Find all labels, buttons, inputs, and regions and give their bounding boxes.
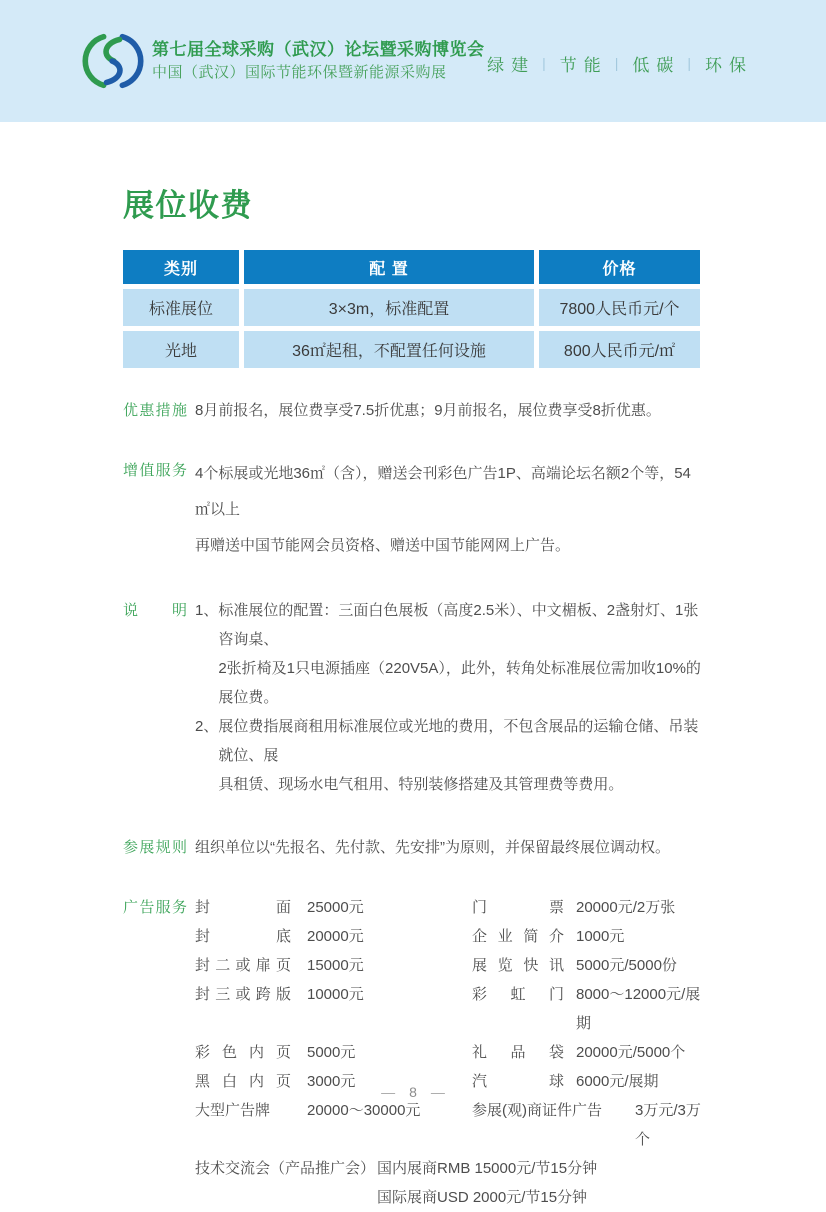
- ad-item-price: 20000～30000元: [307, 1102, 421, 1119]
- ad-item-price: 8000～12000元/展期: [576, 986, 701, 1032]
- footer-dash: —: [381, 1084, 396, 1100]
- ad-item-label: 彩色内页: [195, 1044, 291, 1061]
- section-ads: [123, 893, 705, 1212]
- fee-row-price: 7800人民币元/个: [539, 289, 700, 326]
- fee-table: [123, 250, 705, 368]
- note-item: [195, 712, 705, 799]
- ad-item-label: 门票: [472, 899, 564, 916]
- ad-item-price: 25000元: [307, 899, 364, 916]
- note-number: 2、: [195, 718, 219, 735]
- text-line: 标准展位的配置：三面白色展板（高度2.5米）、中文楣板、2盏射灯、1张咨询桌、: [218, 602, 699, 648]
- tag-eco: 环保: [705, 55, 753, 75]
- ad-item-label: 技术交流会（产品推广会）: [195, 1160, 376, 1177]
- ad-price-row: [195, 980, 705, 1038]
- fee-row-config: 3×3m，标准配置: [244, 289, 534, 326]
- section-notes: [123, 596, 705, 799]
- section-rules: [123, 833, 705, 863]
- ads-price-list: [195, 893, 705, 1212]
- expo-logo-icon: [85, 32, 141, 90]
- ad-price-row-tech: [195, 1183, 705, 1212]
- note-text: [218, 712, 705, 799]
- fee-table-header-config: 配 置: [244, 250, 534, 284]
- page-footer: [0, 1084, 826, 1100]
- section-label: 优惠措施: [123, 402, 187, 419]
- note-item: [195, 596, 705, 712]
- section-label: 广告服务: [123, 899, 187, 916]
- ad-item-price: 国际展商USD 2000元/节15分钟: [377, 1189, 588, 1206]
- note-text: [218, 596, 705, 712]
- ad-price-row: [195, 922, 705, 951]
- text-line: 4个标展或光地36㎡（含），赠送会刊彩色广告1P、高端论坛名额2个等，54㎡以上: [195, 465, 691, 518]
- ad-item-label: 企业简介: [472, 928, 564, 945]
- ad-item-price: 国内展商RMB 15000元/节15分钟: [377, 1160, 598, 1177]
- ad-price-row-tech: [195, 1154, 705, 1183]
- section-label: 参展规则: [123, 839, 187, 856]
- ad-item-label: 展览快讯: [472, 957, 564, 974]
- ad-price-row-badge: [472, 1096, 705, 1154]
- tag-separator: |: [687, 55, 691, 71]
- ad-item-label: 封底: [195, 928, 291, 945]
- page-title: 展位收费: [123, 188, 253, 223]
- tag-separator: |: [614, 55, 619, 71]
- ad-item-price: 5000元: [307, 1044, 356, 1061]
- section-discount: [123, 396, 705, 426]
- section-label: 说明: [123, 602, 187, 619]
- text-line: 2张折椅及1只电源插座（220V5A），此外，转角处标准展位需加收10%的展位费。: [218, 660, 701, 706]
- ad-item-label: 大型广告牌: [195, 1102, 271, 1119]
- section-text: 8月前报名，展位费享受7.5折优惠；9月前报名，展位费享受8折优惠。: [195, 402, 661, 419]
- page-header: [0, 0, 826, 122]
- brand-text: [152, 38, 485, 84]
- fee-table-header-type: 类别: [123, 250, 239, 284]
- expo-subtitle: 中国（武汉）国际节能环保暨新能源采购展: [152, 64, 447, 81]
- ad-item-price: 20000元/2万张: [576, 899, 676, 916]
- main-content: [0, 186, 826, 1212]
- ad-item-label: 礼品袋: [472, 1044, 564, 1061]
- section-text: 组织单位以“先报名、先付款、先安排”为原则，并保留最终展位调动权。: [195, 839, 670, 856]
- header-tags: [487, 51, 753, 76]
- footer-dash: —: [430, 1084, 445, 1100]
- ad-item-label: 封面: [195, 899, 291, 916]
- section-text: [195, 456, 705, 564]
- ad-item-price: 5000元/5000份: [576, 957, 677, 974]
- ad-item-price: 6000元/展期: [576, 1073, 659, 1090]
- section-label: 增值服务: [123, 462, 187, 479]
- ad-item-price: 15000元: [307, 957, 364, 974]
- ad-item-price: 3000元: [307, 1073, 356, 1090]
- text-line: 再赠送中国节能网会员资格、赠送中国节能网网上广告。: [195, 537, 571, 554]
- ad-item-label: 封三或跨版: [195, 986, 291, 1003]
- tag-separator: |: [542, 55, 546, 71]
- tag-green-building: 绿建: [487, 55, 536, 75]
- ad-item-label: 黑白内页: [195, 1073, 291, 1090]
- ad-item-price: 3万元/3万个: [635, 1102, 701, 1148]
- page-number: 8: [409, 1084, 417, 1100]
- fee-table-header-price: 价格: [539, 250, 700, 284]
- ad-item-label: 汽球: [472, 1073, 564, 1090]
- ad-price-row: [195, 1096, 705, 1154]
- text-line: 展位费指展商租用标准展位或光地的费用，不包含展品的运输仓储、吊装就位、展: [218, 718, 699, 764]
- ad-price-row: [195, 1038, 705, 1067]
- tag-low-carbon: 低碳: [632, 55, 681, 75]
- ad-price-row: [195, 951, 705, 980]
- fee-row-type: 标准展位: [123, 289, 239, 326]
- ad-item-price: 10000元: [307, 986, 364, 1003]
- ad-item-label: 封二或扉页: [195, 957, 291, 974]
- note-number: 1、: [195, 602, 219, 619]
- brand: [85, 32, 485, 90]
- text-line: 具租赁、现场水电气租用、特别装修搭建及其管理费等费用。: [218, 776, 624, 793]
- fee-row-type: 光地: [123, 331, 239, 368]
- ad-item-price: 20000元/5000个: [576, 1044, 686, 1061]
- ad-price-row: [195, 893, 705, 922]
- section-text: [195, 596, 705, 799]
- ad-item-label: 参展(观)商证件广告: [472, 1102, 602, 1119]
- ad-item-label: 彩虹门: [472, 986, 564, 1003]
- fee-row-config: 36㎡起租，不配置任何设施: [244, 331, 534, 368]
- expo-title: 第七届全球采购（武汉）论坛暨采购博览会: [152, 40, 485, 59]
- fee-row-price: 800人民币元/㎡: [539, 331, 700, 368]
- tag-energy-saving: 节能: [559, 55, 608, 75]
- section-value-added: [123, 456, 705, 564]
- ad-item-price: 20000元: [307, 928, 364, 945]
- ad-item-price: 1000元: [576, 928, 625, 945]
